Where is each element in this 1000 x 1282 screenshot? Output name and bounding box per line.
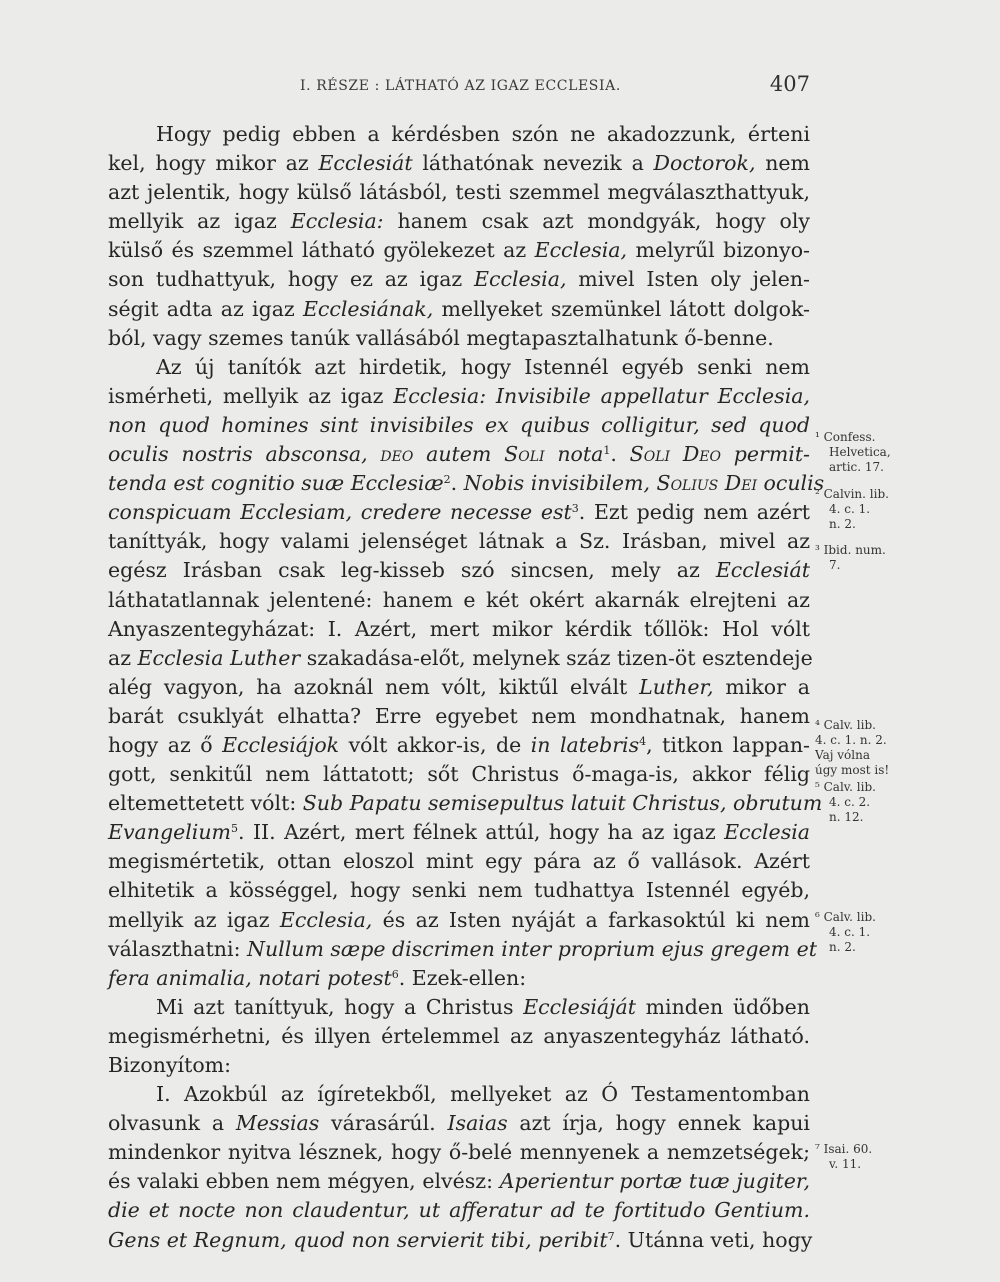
- text-line: [108, 760, 810, 789]
- italic-text: Ecclesia,: [279, 907, 373, 932]
- text-line: [108, 411, 810, 440]
- italic-text: in latebris: [530, 732, 640, 757]
- margin-note: [815, 430, 891, 475]
- italic-text: Ecclesia:: [290, 209, 384, 234]
- margin-note-line: 4. c. 1.: [829, 925, 871, 939]
- text-line: [108, 324, 810, 353]
- text-run: . Ezek-ellen:: [398, 965, 527, 990]
- margin-note: [815, 543, 886, 573]
- small-caps-text: Soli: [504, 442, 545, 467]
- text-line: [108, 178, 810, 207]
- text-line: [108, 847, 810, 876]
- margin-note-line: 4. c. 1. n. 2.: [815, 733, 887, 747]
- italic-text: Sub Papatu semisepultus latuit Christus, obrutum: [302, 791, 823, 816]
- italic-text: Ecclesia,: [534, 238, 628, 263]
- italic-text: Isaias: [447, 1111, 508, 1136]
- italic-text: Ecclesiájok: [222, 732, 340, 757]
- italic-text: Ecclesiát: [715, 558, 810, 583]
- margin-note-line: ⁴ Calv. lib.: [815, 718, 876, 732]
- text-run: egész Irásban csak leg-kisseb szó sincsen, mely az: [108, 558, 716, 583]
- text-line: [108, 1080, 810, 1109]
- text-run: vólt akkor-is, de: [339, 732, 531, 757]
- text-line: [108, 556, 810, 585]
- margin-note-line: ³ Ibid. num.: [815, 543, 886, 557]
- italic-text: autem: [413, 442, 505, 467]
- margin-note-line: ⁷ Isai. 60.: [815, 1142, 873, 1156]
- text-line: [108, 702, 810, 731]
- margin-note-line: n. 2.: [829, 517, 856, 531]
- text-line: [108, 906, 810, 935]
- text-run: Az új tanítók azt hirdetik, hogy Istennél egyéb senki nem: [156, 354, 810, 379]
- italic-text: Nullum sæpe discrimen inter proprium ejus gregem et: [247, 936, 818, 961]
- italic-text: tenda est cognitio suæ Ecclesiæ: [108, 471, 444, 496]
- text-run: taníttyák, hogy valami jelenséget látnak a Sz. Irásban, mivel az: [108, 529, 810, 554]
- text-run: és az Isten nyáját a farkasoktúl ki nem: [372, 907, 810, 932]
- text-line: [108, 265, 810, 294]
- italic-text: Ecclesiát: [318, 151, 413, 176]
- italic-text: Ecclesiának,: [302, 296, 434, 321]
- text-run: I. Azokbúl az ígíretekből, mellyeket az Ó Testamentomban: [156, 1082, 810, 1107]
- margin-note-line: úgy most is!: [815, 763, 890, 777]
- text-line: [108, 876, 810, 905]
- text-run: mivel Isten oly jelen-: [566, 267, 810, 292]
- text-run: Hogy pedig ebben a kérdésben szón ne akadozzunk, érteni: [156, 122, 810, 146]
- text-run: szakadása-előt, melynek száz tizen-öt esztendeje: [300, 645, 813, 670]
- small-caps-text: deo: [380, 442, 414, 467]
- margin-note-line: ² Calvin. lib.: [815, 487, 889, 501]
- margin-note-line: ⁵ Calv. lib.: [815, 780, 876, 794]
- text-run: son tudhattyuk, hogy ez az igaz: [108, 267, 475, 292]
- text-line: [108, 440, 810, 469]
- footnote-ref: 3: [571, 502, 579, 516]
- text-run: láthatónak nevezik a: [412, 151, 654, 176]
- text-run: várasárúl.: [319, 1111, 448, 1136]
- text-run: . Ezt pedig nem azért: [578, 500, 810, 525]
- text-line: [108, 731, 810, 760]
- text-run: választhatni:: [108, 936, 247, 961]
- margin-note-line: n. 12.: [829, 810, 864, 824]
- text-run: Anyaszentegyházat: I. Azért, mert mikor kérdik tőllök: Hol vólt: [108, 616, 810, 641]
- text-line: [108, 644, 813, 673]
- text-run: mellyeket szemünkel látott dolgok-: [433, 296, 810, 321]
- margin-note-line: Helvetica,: [829, 445, 891, 459]
- text-line: [108, 1138, 810, 1167]
- text-run: barát csuklyát elhatta? Erre egyebet nem mondhatnak, hanem: [108, 703, 810, 728]
- margin-note-line: ¹ Confess.: [815, 430, 876, 444]
- text-run: az: [108, 645, 138, 670]
- italic-text: permit-: [720, 442, 810, 467]
- footnote-ref: 6: [391, 967, 399, 981]
- text-run: , titkon lappan-: [646, 732, 810, 757]
- margin-note: [815, 780, 876, 825]
- footnote-ref: 1: [603, 444, 611, 458]
- text-run: minden üdőben: [635, 994, 810, 1019]
- text-line: [108, 1226, 813, 1255]
- italic-text: Ecclesia,: [474, 267, 567, 292]
- text-run: .: [610, 442, 630, 467]
- italic-text: Ecclesia Luther: [137, 645, 301, 670]
- text-run: gott, senkitűl nem láttatott; sőt Christus ő-maga-is, akkor félig: [108, 762, 810, 787]
- margin-note-line: artic. 17.: [829, 460, 884, 474]
- margin-note-line: 7.: [829, 558, 841, 572]
- text-line: [108, 382, 810, 411]
- text-line: [108, 207, 810, 236]
- margin-note: [815, 487, 889, 532]
- text-line: [108, 789, 823, 818]
- italic-text: Ecclesia: Invisibile appellatur Ecclesia,: [393, 383, 810, 408]
- text-run: melyrűl bizonyo-: [627, 238, 810, 263]
- text-run: hanem csak azt mondgyák, hogy oly: [383, 209, 810, 234]
- text-run: olvasunk a: [108, 1111, 236, 1136]
- margin-note-line: v. 11.: [829, 1157, 862, 1171]
- italic-text: conspicuam Ecclesiam, credere necesse est: [108, 500, 572, 525]
- margin-note: [815, 910, 876, 955]
- italic-text: die et nocte non claudentur, ut afferatur ad te fortitudo Gentium.: [108, 1198, 810, 1223]
- text-line: [108, 498, 810, 527]
- text-run: .: [450, 471, 464, 496]
- text-run: láthatatlannak jelentené: hanem e két okért akarnák elrejteni az: [108, 587, 810, 612]
- text-line: [108, 469, 825, 498]
- small-caps-text: Soli Deo: [629, 442, 721, 467]
- text-run: azt jelentik, hogy külső látásból, testi szemmel megválaszthattyuk,: [108, 180, 810, 205]
- text-line: [108, 149, 810, 178]
- text-run: és valaki ebben nem mégyen, elvész:: [108, 1169, 500, 1194]
- text-line: [108, 964, 810, 993]
- margin-note-line: 4. c. 1.: [829, 502, 871, 516]
- text-line: [108, 1022, 810, 1051]
- text-run: hogy az ő: [108, 732, 223, 757]
- italic-text: Ecclesiáját: [523, 994, 636, 1019]
- text-line: [108, 673, 810, 702]
- italic-text: Messias: [235, 1111, 320, 1136]
- text-line: [108, 1167, 810, 1196]
- text-run: megismértetik, ottan eloszol mint egy pára az ő vallások. Azért: [108, 849, 810, 874]
- text-line: [108, 935, 818, 964]
- italic-text: Doctorok,: [653, 151, 756, 176]
- italic-text: Ecclesia: [724, 820, 810, 845]
- margin-note-line: 4. c. 2.: [829, 795, 871, 809]
- italic-text: Aperientur portæ tuæ jugiter,: [499, 1169, 810, 1194]
- text-line: [108, 586, 810, 615]
- margin-note-line: n. 2.: [829, 940, 856, 954]
- text-run: mikor a: [713, 674, 810, 699]
- text-run: . Utánna veti, hogy: [614, 1227, 813, 1252]
- text-run: ismérheti, mellyik az igaz: [108, 383, 394, 408]
- text-line: [108, 615, 810, 644]
- text-run: mindenkor nyitva lésznek, hogy ő-belé mennyenek a nemzetségek;: [108, 1140, 810, 1165]
- text-line: [108, 1196, 810, 1225]
- page-header: [110, 72, 810, 102]
- footnote-ref: 4: [639, 734, 647, 748]
- text-run: alég vagyon, ha azoknál nem vólt, kiktűl elvált: [108, 674, 640, 699]
- page-number: 407: [769, 72, 810, 96]
- footnote-ref: 2: [443, 473, 451, 487]
- text-line: [108, 120, 810, 149]
- italic-text: oculis: [756, 471, 825, 496]
- italic-text: Gens et Regnum, quod non servierit tibi, peribit: [108, 1227, 608, 1252]
- italic-text: Evangelium: [108, 820, 231, 845]
- text-line: [108, 236, 810, 265]
- text-line: [108, 1051, 810, 1080]
- italic-text: nota: [544, 442, 604, 467]
- margin-note-line: ⁶ Calv. lib.: [815, 910, 876, 924]
- text-run: nem: [755, 151, 810, 176]
- text-run: elhitetik a kösséggel, hogy senki nem tudhattya Istennél egyéb,: [108, 878, 810, 903]
- main-text: [108, 120, 825, 1255]
- text-run: ból, vagy szemes tanúk vallásából megtapasztalhatunk ő-benne.: [108, 325, 774, 350]
- text-run: külső és szemmel látható gyölekezet az: [108, 238, 535, 263]
- text-run: megismérhetni, és illyen értelemmel az anyaszentegyház látható.: [108, 1023, 810, 1048]
- italic-text: Nobis invisibilem,: [463, 471, 657, 496]
- text-line: [108, 527, 810, 556]
- margin-note: [815, 718, 889, 778]
- italic-text: fera animalia, notari potest: [108, 965, 392, 990]
- running-head: I. RÉSZE : LÁTHATÓ AZ IGAZ ECCLESIA.: [300, 78, 621, 94]
- text-run: Bizonyítom:: [108, 1053, 232, 1077]
- margin-note-line: Vaj vólna: [815, 748, 870, 762]
- margin-note: [815, 1142, 872, 1172]
- text-run: eltemettetett vólt:: [108, 791, 303, 816]
- text-line: [108, 818, 810, 847]
- text-line: [108, 295, 810, 324]
- text-line: [108, 993, 810, 1022]
- text-run: kel, hogy mikor az: [108, 151, 319, 176]
- text-run: ségit adta az igaz: [108, 296, 303, 321]
- text-line: [108, 1109, 810, 1138]
- footnote-ref: 5: [230, 822, 238, 836]
- text-line: [108, 353, 810, 382]
- text-run: mellyik az igaz: [108, 209, 291, 234]
- text-run: . II. Azért, mert félnek attúl, hogy ha az igaz: [237, 820, 725, 845]
- footnote-ref: 7: [607, 1229, 615, 1243]
- text-run: Mi azt taníttyuk, hogy a Christus: [156, 994, 524, 1019]
- text-run: azt írja, hogy ennek kapui: [507, 1111, 810, 1136]
- small-caps-text: Solius Dei: [656, 471, 757, 496]
- italic-text: oculis nostris absconsa,: [108, 442, 381, 467]
- text-run: mellyik az igaz: [108, 907, 280, 932]
- italic-text: Luther,: [639, 674, 714, 699]
- italic-text: non quod homines sint invisibiles ex quibus colligitur, sed quod: [108, 412, 810, 437]
